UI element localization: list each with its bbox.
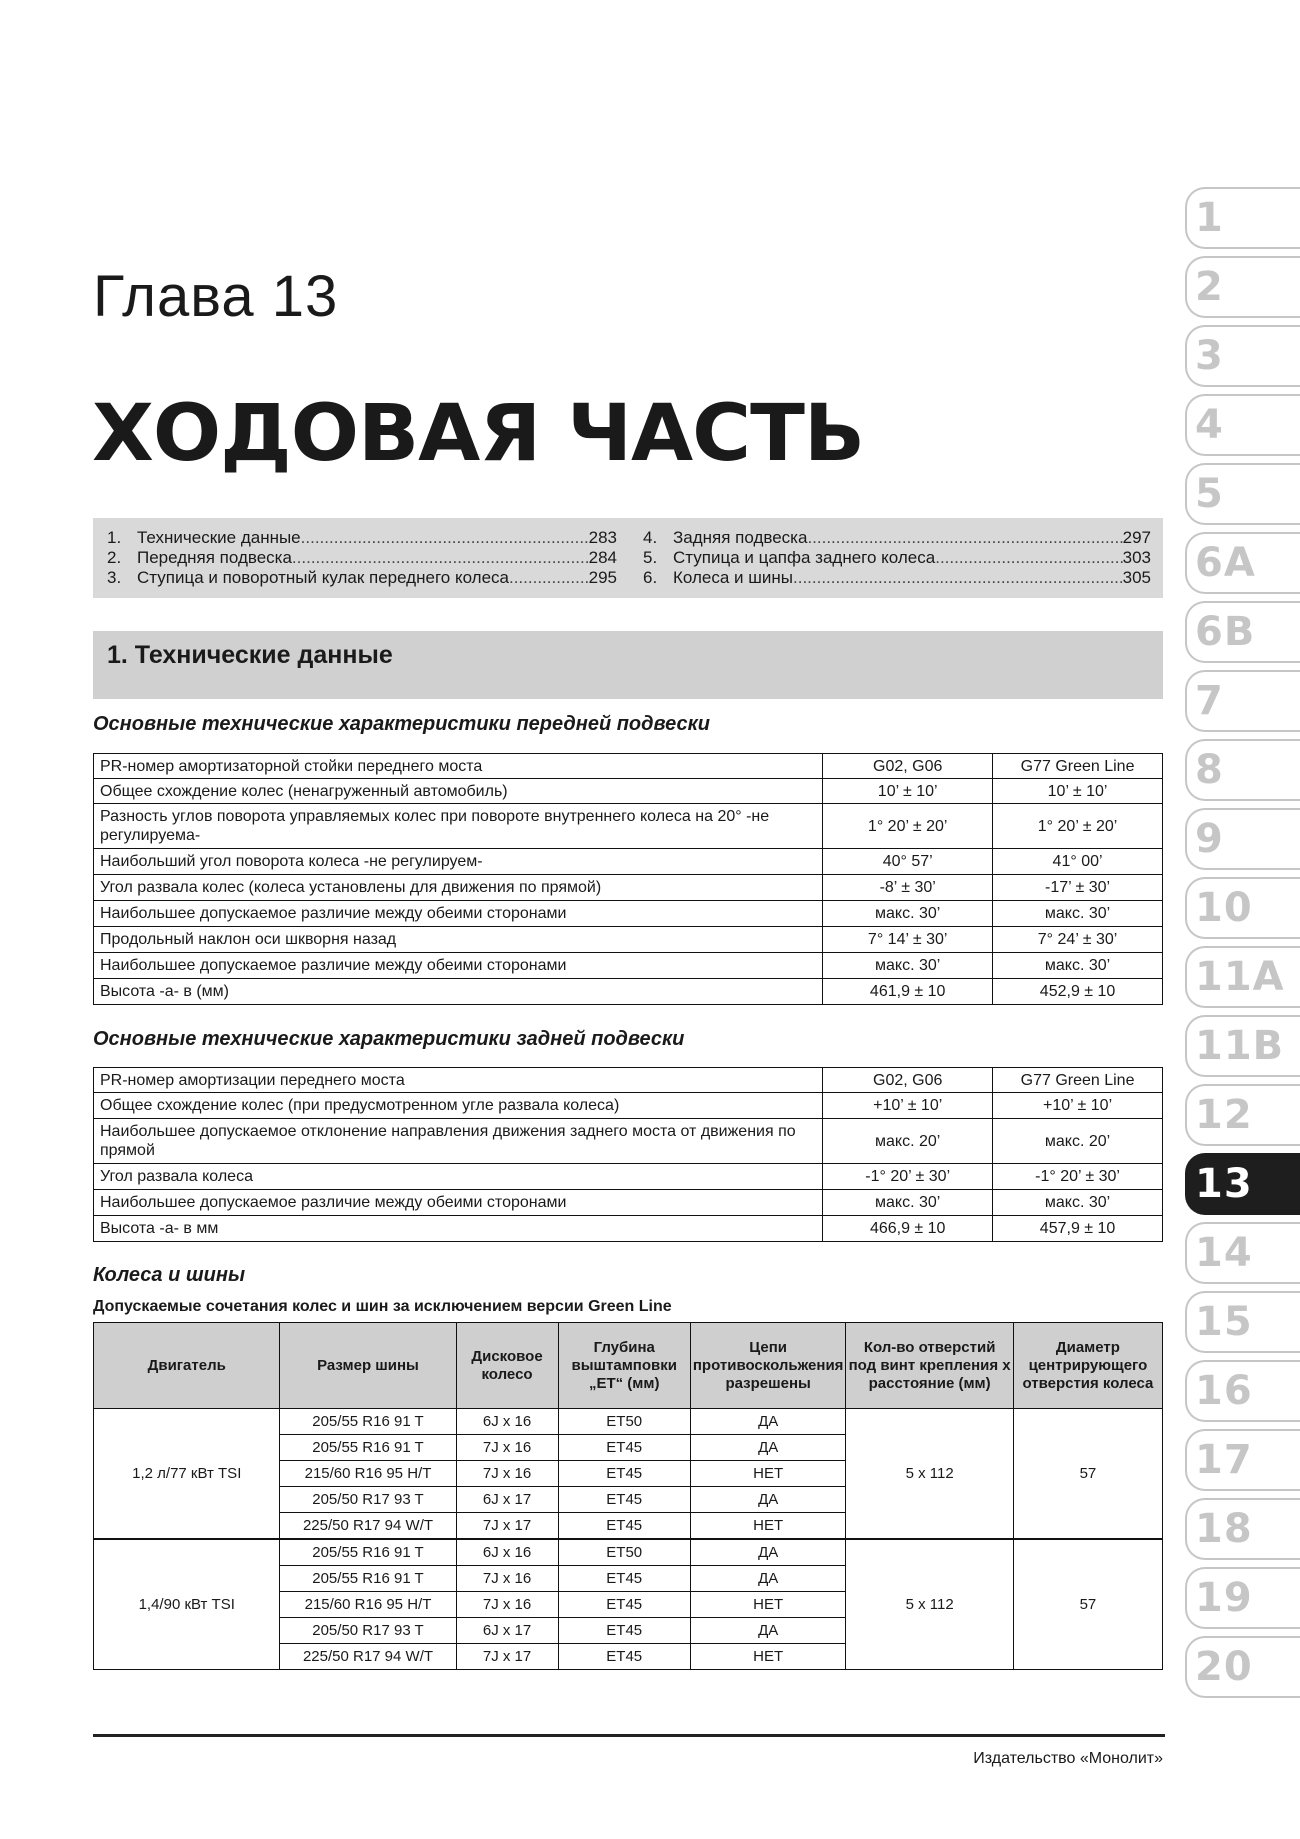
spec-value: 40° 57’: [823, 849, 993, 875]
tire-size: 205/50 R17 93 T: [280, 1618, 456, 1644]
rear-suspension-table: [93, 1067, 1163, 1242]
et-value: ET45: [558, 1592, 690, 1618]
toc-column-left: [107, 528, 617, 588]
chapter-tab[interactable]: 11B: [1185, 1015, 1300, 1077]
toc-page: 297: [1122, 528, 1151, 547]
chains-allowed: НЕТ: [690, 1644, 846, 1670]
spec-label: Угол развала колеса: [94, 1164, 823, 1190]
toc-title: Ступица и поворотный кулак переднего колеса: [137, 568, 509, 587]
spec-value: +10’ ± 10’: [993, 1093, 1163, 1119]
chapter-tab[interactable]: 7: [1185, 670, 1300, 732]
et-value: ET45: [558, 1618, 690, 1644]
table-row: [94, 1539, 1163, 1566]
toc-entry[interactable]: [107, 568, 617, 588]
spec-label: Наибольшее допускаемое различие между обеими сторонами: [94, 1190, 823, 1216]
spec-label: Угол развала колес (колеса установлены для движения по прямой): [94, 875, 823, 901]
chains-allowed: НЕТ: [690, 1461, 846, 1487]
toc-leader: [292, 548, 589, 568]
chapter-tab[interactable]: 1: [1185, 187, 1300, 249]
toc-page: 295: [588, 568, 617, 587]
toc-page: 305: [1122, 568, 1151, 587]
toc-entry[interactable]: [643, 548, 1151, 568]
bolt-pattern: 5 х 112: [846, 1409, 1013, 1540]
column-header: Глубина выштамповки „ET“ (мм): [558, 1323, 690, 1409]
wheels-table: [93, 1322, 1163, 1670]
table-row: [94, 754, 1163, 779]
disc-wheel: 6J х 17: [456, 1487, 558, 1513]
toc-page: 284: [588, 548, 617, 567]
disc-wheel: 7J х 16: [456, 1461, 558, 1487]
toc-number: 2.: [107, 548, 122, 567]
table-row: [94, 1409, 1163, 1435]
section-title: 1. Технические данные: [107, 641, 393, 669]
spec-value: 41° 00’: [993, 849, 1163, 875]
chapter-tab[interactable]: 6B: [1185, 601, 1300, 663]
et-value: ET45: [558, 1513, 690, 1540]
wheels-caption: Допускаемые сочетания колес и шин за исключением версии Green Line: [93, 1298, 672, 1315]
toc-number: 5.: [643, 548, 658, 567]
spec-value: макс. 30’: [993, 901, 1163, 927]
chapter-tab[interactable]: 10: [1185, 877, 1300, 939]
publisher-footer: Издательство «Монолит»: [973, 1750, 1163, 1767]
column-header: Двигатель: [94, 1323, 280, 1409]
spec-value: 457,9 ± 10: [993, 1216, 1163, 1242]
chapter-tab[interactable]: 8: [1185, 739, 1300, 801]
toc-page: 283: [588, 528, 617, 547]
toc-leader: [301, 528, 589, 548]
spec-value: макс. 20’: [823, 1119, 993, 1164]
spec-value: -1° 20’ ± 30’: [823, 1164, 993, 1190]
spec-label: Продольный наклон оси шкворня назад: [94, 927, 823, 953]
center-bore: 57: [1013, 1539, 1162, 1670]
toc-title: Ступица и цапфа заднего колеса: [673, 548, 936, 567]
spec-label: Разность углов поворота управляемых колес при повороте внутреннего колеса на 20° -не регулируема-: [94, 804, 823, 849]
toc-leader: [807, 528, 1122, 548]
tire-size: 215/60 R16 95 H/T: [280, 1461, 456, 1487]
spec-value: макс. 30’: [993, 953, 1163, 979]
toc-title: Передняя подвеска: [137, 548, 292, 567]
chapter-tab[interactable]: 20: [1185, 1636, 1300, 1698]
table-row: [94, 953, 1163, 979]
spec-label: Наибольшее допускаемое отклонение направления движения заднего моста от движения по прямой: [94, 1119, 823, 1164]
spec-label: Наибольшее допускаемое различие между обеими сторонами: [94, 953, 823, 979]
spec-value: G02, G06: [823, 754, 993, 779]
disc-wheel: 7J х 16: [456, 1435, 558, 1461]
spec-value: макс. 30’: [823, 901, 993, 927]
front-suspension-table: [93, 753, 1163, 1005]
chapter-tab[interactable]: 12: [1185, 1084, 1300, 1146]
et-value: ET45: [558, 1644, 690, 1670]
tire-size: 215/60 R16 95 H/T: [280, 1592, 456, 1618]
chapter-tab[interactable]: 6A: [1185, 532, 1300, 594]
table-row: [94, 979, 1163, 1005]
chains-allowed: НЕТ: [690, 1513, 846, 1540]
et-value: ET45: [558, 1487, 690, 1513]
toc-number: 6.: [643, 568, 658, 587]
toc-column-right: [643, 528, 1151, 588]
disc-wheel: 7J х 16: [456, 1566, 558, 1592]
chains-allowed: ДА: [690, 1618, 846, 1644]
rear-suspension-heading: Основные технические характеристики задней подвески: [93, 1028, 685, 1050]
spec-value: макс. 30’: [993, 1190, 1163, 1216]
toc-leader: [793, 568, 1123, 588]
toc-entry[interactable]: [643, 528, 1151, 548]
toc-number: 4.: [643, 528, 658, 547]
spec-label: Общее схождение колес (ненагруженный автомобиль): [94, 779, 823, 804]
spec-value: макс. 20’: [993, 1119, 1163, 1164]
toc-page: 303: [1122, 548, 1151, 567]
disc-wheel: 6J х 16: [456, 1409, 558, 1435]
table-row: [94, 1093, 1163, 1119]
spec-value: 461,9 ± 10: [823, 979, 993, 1005]
toc-leader: [935, 548, 1122, 568]
center-bore: 57: [1013, 1409, 1162, 1540]
spec-value: 466,9 ± 10: [823, 1216, 993, 1242]
spec-value: -8’ ± 30’: [823, 875, 993, 901]
chapter-tab[interactable]: 16: [1185, 1360, 1300, 1422]
spec-value: 1° 20’ ± 20’: [823, 804, 993, 849]
table-row: [94, 927, 1163, 953]
spec-value: -1° 20’ ± 30’: [993, 1164, 1163, 1190]
chains-allowed: ДА: [690, 1566, 846, 1592]
table-row: [94, 901, 1163, 927]
spec-value: 1° 20’ ± 20’: [993, 804, 1163, 849]
chains-allowed: ДА: [690, 1435, 846, 1461]
et-value: ET45: [558, 1566, 690, 1592]
tire-size: 205/55 R16 91 T: [280, 1435, 456, 1461]
chapter-tab[interactable]: 9: [1185, 808, 1300, 870]
chapter-label: Глава 13: [93, 264, 339, 329]
tire-size: 205/55 R16 91 T: [280, 1566, 456, 1592]
spec-label: Высота -а- в мм: [94, 1216, 823, 1242]
bolt-pattern: 5 х 112: [846, 1539, 1013, 1670]
chapter-tab[interactable]: 19: [1185, 1567, 1300, 1629]
column-header: Размер шины: [280, 1323, 456, 1409]
spec-label: PR-номер амортизации переднего моста: [94, 1068, 823, 1093]
spec-label: Наибольшее допускаемое различие между обеими сторонами: [94, 901, 823, 927]
et-value: ET45: [558, 1435, 690, 1461]
toc-title: Технические данные: [137, 528, 301, 547]
chapter-tab[interactable]: 5: [1185, 463, 1300, 525]
toc-leader: [509, 568, 589, 588]
table-row: [94, 1164, 1163, 1190]
spec-label: Общее схождение колес (при предусмотренном угле развала колеса): [94, 1093, 823, 1119]
toc-title: Колеса и шины: [673, 568, 793, 587]
tire-size: 225/50 R17 94 W/T: [280, 1513, 456, 1540]
table-row: [94, 804, 1163, 849]
toc-title: Задняя подвеска: [673, 528, 808, 547]
table-row: [94, 779, 1163, 804]
spec-label: Наибольший угол поворота колеса -не регулируем-: [94, 849, 823, 875]
table-row: [94, 1119, 1163, 1164]
wheels-heading: Колеса и шины: [93, 1264, 246, 1286]
spec-value: 452,9 ± 10: [993, 979, 1163, 1005]
toc-number: 3.: [107, 568, 122, 587]
chains-allowed: ДА: [690, 1409, 846, 1435]
spec-label: PR-номер амортизаторной стойки переднего моста: [94, 754, 823, 779]
section-header: [93, 631, 1163, 699]
spec-label: Высота -а- в (мм): [94, 979, 823, 1005]
chapter-tab[interactable]: 17: [1185, 1429, 1300, 1491]
spec-value: 10’ ± 10’: [823, 779, 993, 804]
et-value: ET45: [558, 1461, 690, 1487]
chapter-tabs: [1185, 187, 1300, 1705]
spec-value: G77 Green Line: [993, 1068, 1163, 1093]
spec-value: G02, G06: [823, 1068, 993, 1093]
toc-number: 1.: [107, 528, 122, 547]
table-header-row: [94, 1323, 1163, 1409]
table-row: [94, 849, 1163, 875]
chapter-tab[interactable]: 18: [1185, 1498, 1300, 1560]
chapter-tab[interactable]: 3: [1185, 325, 1300, 387]
spec-value: 7° 24’ ± 30’: [993, 927, 1163, 953]
chapter-tab[interactable]: 11A: [1185, 946, 1300, 1008]
spec-value: макс. 30’: [823, 1190, 993, 1216]
engine-cell: 1,2 л/77 кВт TSI: [94, 1409, 280, 1540]
table-row: [94, 1216, 1163, 1242]
disc-wheel: 7J х 16: [456, 1592, 558, 1618]
column-header: Кол-во отверстий под винт крепления х расстояние (мм): [846, 1323, 1013, 1409]
chapter-tab[interactable]: 2: [1185, 256, 1300, 318]
chapter-contents: [93, 518, 1163, 598]
front-suspension-heading: Основные технические характеристики передней подвески: [93, 713, 710, 735]
et-value: ET50: [558, 1539, 690, 1566]
table-row: [94, 875, 1163, 901]
tire-size: 205/55 R16 91 T: [280, 1539, 456, 1566]
footer-divider: [93, 1734, 1165, 1737]
chapter-tab[interactable]: 14: [1185, 1222, 1300, 1284]
disc-wheel: 6J х 16: [456, 1539, 558, 1566]
disc-wheel: 7J х 17: [456, 1644, 558, 1670]
tire-size: 205/55 R16 91 T: [280, 1409, 456, 1435]
tire-size: 205/50 R17 93 T: [280, 1487, 456, 1513]
spec-value: +10’ ± 10’: [823, 1093, 993, 1119]
tire-size: 225/50 R17 94 W/T: [280, 1644, 456, 1670]
toc-entry[interactable]: [107, 528, 617, 548]
spec-value: макс. 30’: [823, 953, 993, 979]
table-row: [94, 1190, 1163, 1216]
chains-allowed: ДА: [690, 1539, 846, 1566]
spec-value: G77 Green Line: [993, 754, 1163, 779]
et-value: ET50: [558, 1409, 690, 1435]
chapter-tab[interactable]: 4: [1185, 394, 1300, 456]
chapter-tab[interactable]: 13: [1185, 1153, 1300, 1215]
disc-wheel: 7J х 17: [456, 1513, 558, 1540]
chains-allowed: НЕТ: [690, 1592, 846, 1618]
column-header: Цепи противоскольжения разрешены: [690, 1323, 846, 1409]
column-header: Дисковое колесо: [456, 1323, 558, 1409]
disc-wheel: 6J х 17: [456, 1618, 558, 1644]
engine-cell: 1,4/90 кВт TSI: [94, 1539, 280, 1670]
chains-allowed: ДА: [690, 1487, 846, 1513]
chapter-title: ХОДОВАЯ ЧАСТЬ: [92, 389, 865, 479]
column-header: Диаметр центрирующего отверстия колеса: [1013, 1323, 1162, 1409]
spec-value: 7° 14’ ± 30’: [823, 927, 993, 953]
spec-value: 10’ ± 10’: [993, 779, 1163, 804]
toc-entry[interactable]: [643, 568, 1151, 588]
toc-entry[interactable]: [107, 548, 617, 568]
spec-value: -17’ ± 30’: [993, 875, 1163, 901]
chapter-tab[interactable]: 15: [1185, 1291, 1300, 1353]
table-row: [94, 1068, 1163, 1093]
